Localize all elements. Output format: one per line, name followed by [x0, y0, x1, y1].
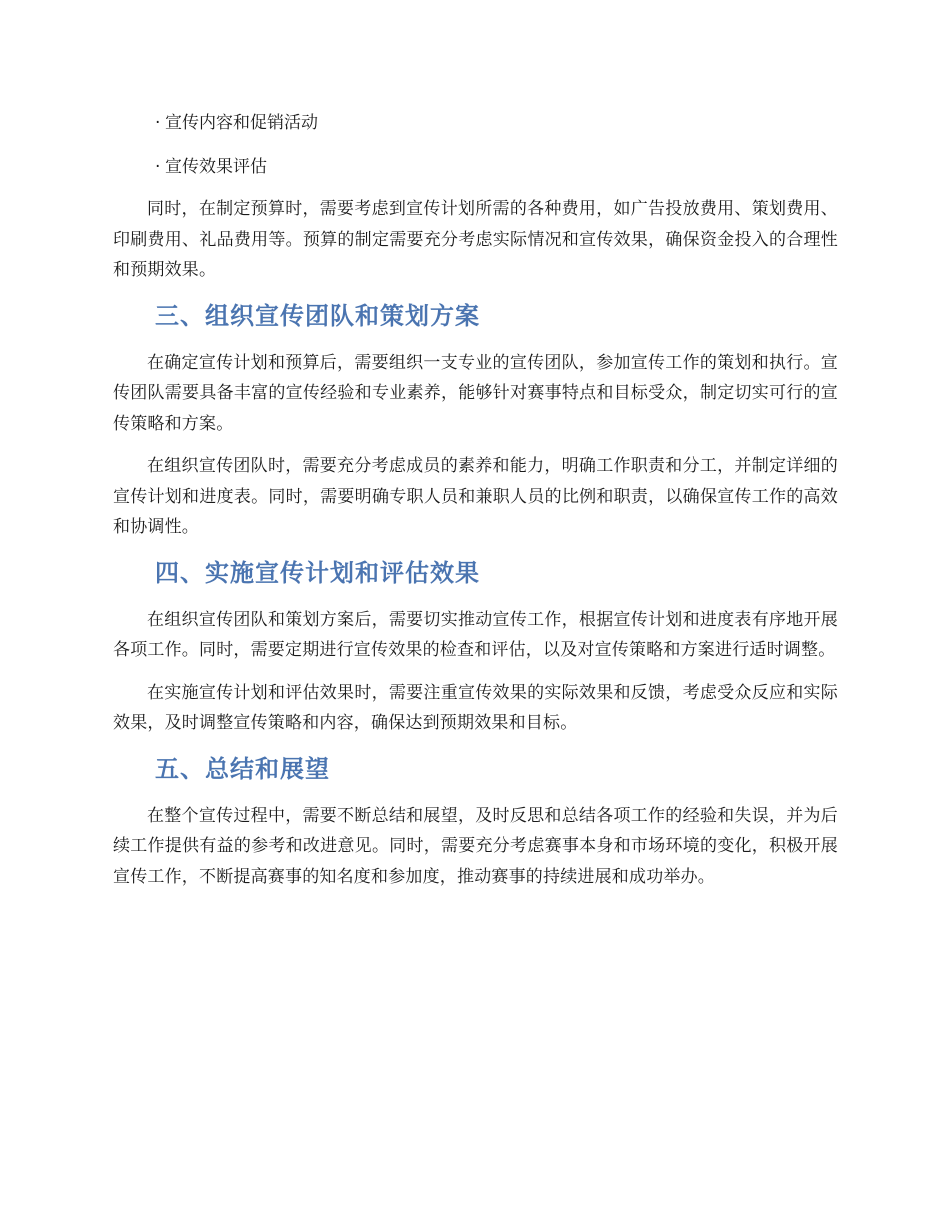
bullet-item [155, 150, 838, 184]
section-heading-5: 五、总结和展望 [155, 754, 330, 783]
section-heading-4: 四、实施宣传计划和评估效果 [155, 558, 480, 587]
paragraph: 在组织宣传团队时，需要充分考虑成员的素养和能力，明确工作职责和分工，并制定详细的宣传计划和进度表。同时，需要明确专职人员和兼职人员的比例和职责，以确保宣传工作的高效和协调性。 [113, 456, 838, 537]
paragraph: 在组织宣传团队和策划方案后，需要切实推动宣传工作，根据宣传计划和进度表有序地开展各项工作。同时，需要定期进行宣传效果的检查和评估，以及对宣传策略和方案进行适时调整。 [113, 609, 838, 660]
document-page [113, 106, 838, 904]
paragraph: 在实施宣传计划和评估效果时，需要注重宣传效果的实际效果和反馈，考虑受众反应和实际效果，及时调整宣传策略和内容，确保达到预期效果和目标。 [113, 682, 838, 733]
paragraph: 在确定宣传计划和预算后，需要组织一支专业的宣传团队，参加宣传工作的策划和执行。宣传团队需要具备丰富的宣传经验和专业素养，能够针对赛事特点和目标受众，制定切实可行的宣传策略和方案。 [113, 352, 838, 434]
bullet-marker: · [155, 157, 161, 177]
paragraph: 同时，在制定预算时，需要考虑到宣传计划所需的各种费用，如广告投放费用、策划费用、印刷费用、礼品费用等。预算的制定需要充分考虑实际情况和宣传效果，确保资金投入的合理性和预期效果。 [113, 199, 838, 280]
bullet-text: 宣传效果评估 [165, 157, 267, 177]
bullet-marker: · [155, 113, 161, 133]
bullet-text: 宣传内容和促销活动 [165, 113, 318, 133]
section-heading-3: 三、组织宣传团队和策划方案 [155, 301, 480, 330]
bullet-item [155, 106, 838, 140]
paragraph: 在整个宣传过程中，需要不断总结和展望，及时反思和总结各项工作的经验和失误，并为后续工作提供有益的参考和改进意见。同时，需要充分考虑赛事本身和市场环境的变化，积极开展宣传工作，不断提高赛事的知名度和参加度，推动赛事的持续进展和成功举办。 [113, 805, 838, 887]
